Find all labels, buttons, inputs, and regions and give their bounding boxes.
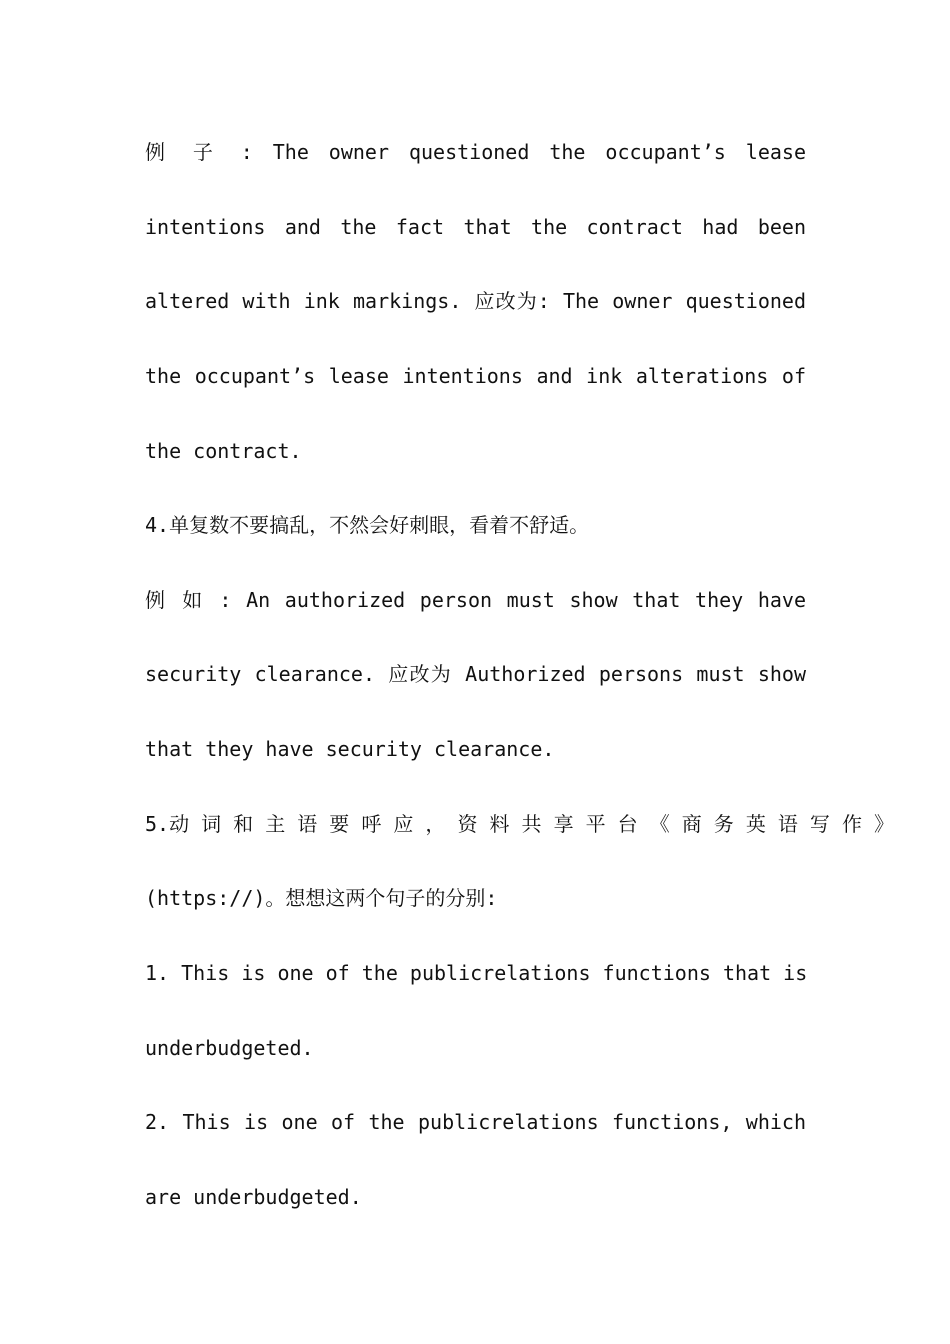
point-5-heading: 5.动 词 和 主 语 要 呼 应 ， 资 料 共 享 平 台 《 商 务 英 语 写 作 》 — [145, 812, 894, 836]
paragraph-line-4: the occupant’s lease intentions and ink alterations of — [145, 364, 806, 388]
paragraph-line-1: 例 子 : The owner questioned the occupant’s lease — [145, 140, 806, 164]
sentence-1-line-2: underbudgeted. — [145, 1036, 314, 1060]
paragraph-line-2: intentions and the fact that the contract had been — [145, 215, 806, 239]
example-line-3: that they have security clearance. — [145, 737, 555, 761]
sentence-2-line-2: are underbudgeted. — [145, 1185, 362, 1209]
paragraph-line-5: the contract. — [145, 439, 302, 463]
point-5-subtext: (https://)。想想这两个句子的分别: — [145, 886, 498, 910]
example-line-1: 例 如 : An authorized person must show that they have — [145, 588, 806, 612]
point-4-heading: 4.单复数不要搞乱，不然会好刺眼，看着不舒适。 — [145, 513, 590, 537]
example-line-2: security clearance. 应改为 Authorized persons must show — [145, 662, 806, 686]
paragraph-line-3: altered with ink markings. 应改为: The owner questioned — [145, 289, 806, 313]
sentence-2-line-1: 2. This is one of the publicrelations functions, which — [145, 1110, 806, 1134]
sentence-1-line-1: 1. This is one of the publicrelations functions that is — [145, 961, 808, 985]
